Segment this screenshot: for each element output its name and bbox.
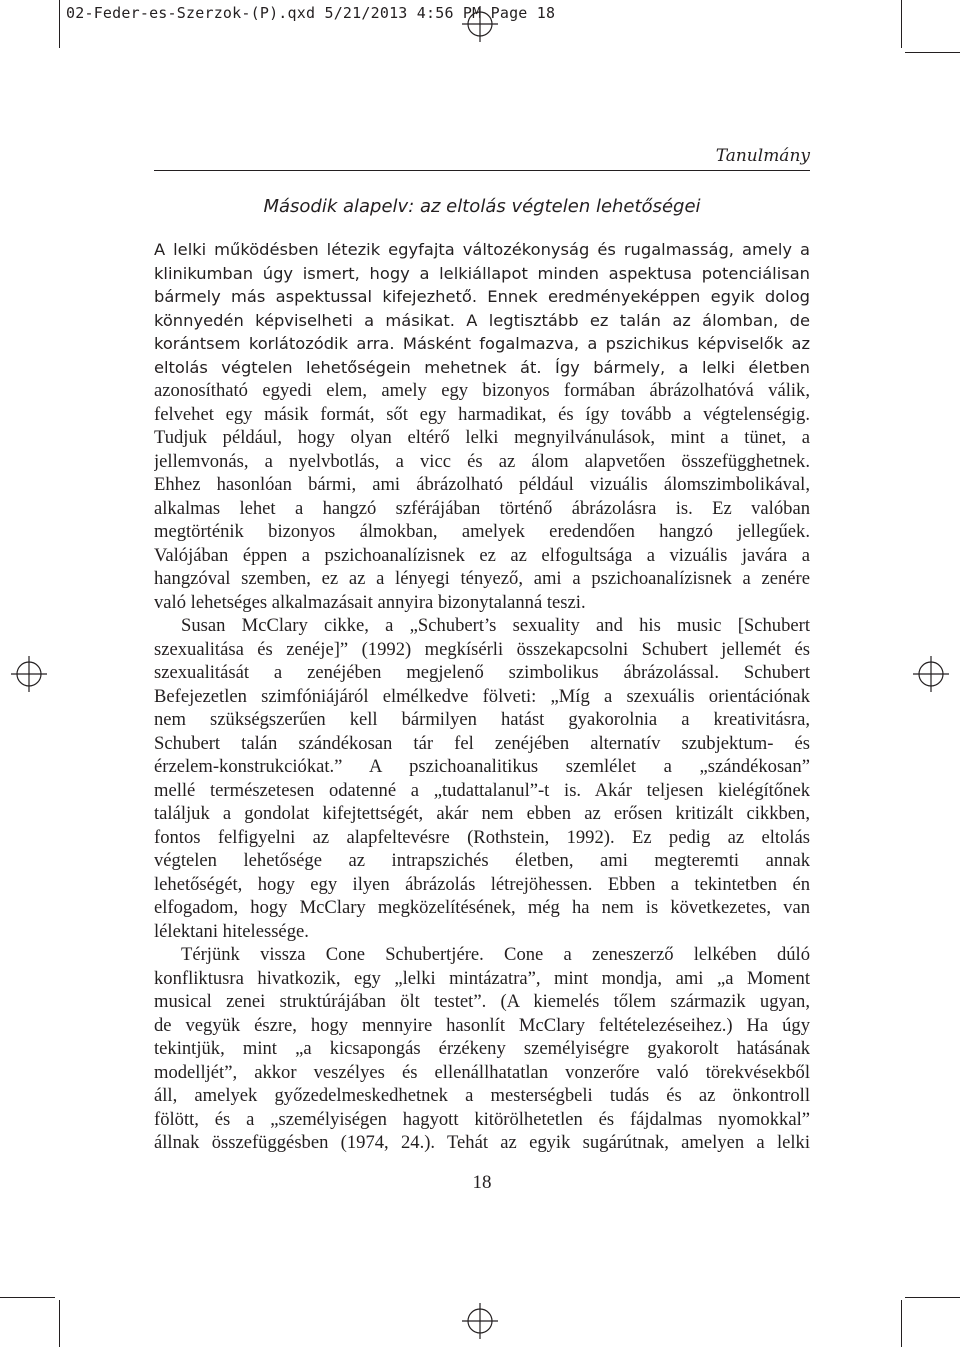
registration-mark-top-icon: [462, 6, 498, 42]
text-line: korántsem korlátozódik arra. Másként fogalmazva, a pszichikus képviselők az: [154, 334, 810, 353]
registration-mark-left-icon: [11, 656, 47, 692]
crop-mark-top-left: [59, 0, 60, 48]
text-line: musical zenei struktúrájában ölt testet”. (A kiemelés tőlem származik ugyan,: [154, 991, 810, 1012]
text-line: végtelen lehetősége az intrapszichés életben, ami megteremti annak: [154, 850, 810, 871]
crop-mark-bottom-left-h: [0, 1297, 55, 1298]
text-line: szexualitása és zenéje]” (1992) megkísérli összekapcsolni Schubert jellemét és: [154, 638, 810, 660]
text-line: hangzóval szemben, ez az a lényegi tényező, ami a pszichoanalízisnek a zenére: [154, 568, 810, 589]
text-line: modelljét”, akkor veszélyes és ellenállhatatlan vonzerőre való törekvésekből: [154, 1061, 810, 1083]
registration-mark-bottom-icon: [462, 1303, 498, 1339]
text-line: lélektani hitelessége.: [154, 920, 309, 942]
text-line: konfliktusra hivatkozik, egy „lelki mintázatra”, mint mondja, ami „a Moment: [154, 967, 810, 989]
crop-mark-top-right: [901, 0, 902, 48]
text-line: Valójában éppen a pszichoanalízisnek ez az elfogultsága a vizuális javára a: [154, 544, 810, 566]
text-line: azonosítható egyedi elem, amely egy bizonyos formában ábrázolhatóvá válik,: [154, 380, 810, 401]
text-line: könnyedén képviselheti a másikat. A legtisztább ez talán az álomban, de: [154, 310, 810, 330]
text-line: fölött, és a „személyiségen hagyott kitörölhetetlen és fájdalmas nyomokkal”: [154, 1108, 810, 1130]
body-text: [154, 238, 810, 1155]
text-line: mellé természetesen odatenné a „tudattalanul”-t is. Akár teljesen kielégítőnek: [154, 779, 810, 801]
text-line: szexualitását a zenéjében megjelenő szimbolikus ábrázolással. Schubert: [154, 662, 810, 683]
registration-mark-right-icon: [913, 656, 949, 692]
text-line: áll, amelyek győzedelmeskedhetnek a mesterségbeli tudás és az önkontroll: [154, 1085, 810, 1106]
text-line: Befejezetlen szimfóniájáról elmélkedve fölveti: „Míg a szexuális orientációnak: [154, 685, 810, 707]
section-title: Második alapelv: az eltolás végtelen lehetőségei: [263, 196, 701, 217]
text-line: jellemvonás, a nyelvbotlás, a vicc és az álom alapvetően összefügghetnek.: [154, 450, 810, 472]
text-line: felvehet egy másik formát, sőt egy harmadikat, és így tovább a végtelenségig.: [154, 403, 810, 425]
text-line: de vegyük észre, hogy mennyire hasonlít McClary feltételezéseihez.) Ha úgy: [154, 1014, 810, 1036]
crop-mark-bottom-left: [59, 1300, 60, 1347]
text-line: Tudjuk például, hogy olyan eltérő lelki megnyilvánulások, mint a tünet, a: [154, 427, 810, 448]
text-line: megtörténik bizonyos álmokban, amelyek eredendően hangzó jellegűek.: [154, 521, 810, 542]
text-line: fontos felfigyelni az alapfeltevésre (Rothstein, 1992). Ez pedig az eltolás: [154, 826, 810, 848]
text-line: nem szükségszerűen kell bármilyen hatást gyakorolnia a kreativitásra,: [154, 709, 810, 730]
text-line: klinikumban úgy ismert, hogy a lelkiállapot minden aspektusa potenciálisan: [154, 263, 810, 283]
text-line: elfogadom, hogy McClary megközelítésének, még ha nem is következetes, van: [154, 897, 810, 918]
text-line: A lelki működésben létezik egyfajta változékonyság és rugalmasság, amely a: [154, 240, 810, 259]
page-number: 18: [472, 1172, 492, 1193]
text-line: Térjünk vissza Cone Schubertjére. Cone a zeneszerző lelkében dúló: [181, 944, 810, 965]
text-line: lehetőségét, hogy egy ilyen ábrázolás létrejöhessen. Ebben a tekintetben én: [154, 873, 810, 895]
text-line: Ehhez hasonlóan bármi, ami ábrázolható például vizuális álomszimbolikával,: [154, 474, 810, 495]
text-line: alkalmas lehet a hangzó szférájában történő ábrázolásra is. Ez valóban: [154, 497, 810, 519]
header-rule: [154, 170, 810, 171]
text-line: Schubert talán szándékosan tár fel zenéjében alternatív szubjektum- és: [154, 732, 810, 754]
text-line: eltolás végtelen lehetőségein mehetnek át. Így bármely, a lelki életben: [154, 357, 810, 377]
running-head: Tanulmány: [715, 146, 810, 166]
text-line: találjuk a gondolat kifejtettségét, akár nem ebben az erősen kritizált cikkben,: [154, 803, 810, 824]
text-line: való lehetséges alkalmazásait annyira bizonytalanná teszi.: [154, 591, 586, 613]
text-line: Susan McClary cikke, a „Schubert’s sexuality and his music [Schubert: [181, 615, 810, 636]
crop-mark-bottom-right: [901, 1300, 902, 1347]
file-slug: 02-Feder-es-Szerzok-(P).qxd 5/21/2013 4:56 PM Page 18: [66, 4, 556, 22]
crop-mark-bottom-right-h: [905, 1297, 960, 1298]
text-line: tekintjük, mint „a kicsapongás érzékeny személyiségre gyakorolt hatásának: [154, 1038, 810, 1059]
text-line: bármely más aspektussal kifejezhető. Ennek eredményeképpen egyik dolog: [154, 287, 810, 306]
crop-mark-top-right-h: [905, 52, 960, 53]
text-line: érzelem-konstrukciókat.” A pszichoanalitikus szemlélet a „szándékosan”: [154, 756, 810, 777]
text-line: állnak összefüggésben (1974, 24.). Tehát az egyik sugárútnak, amelyen a lelki: [154, 1132, 810, 1153]
